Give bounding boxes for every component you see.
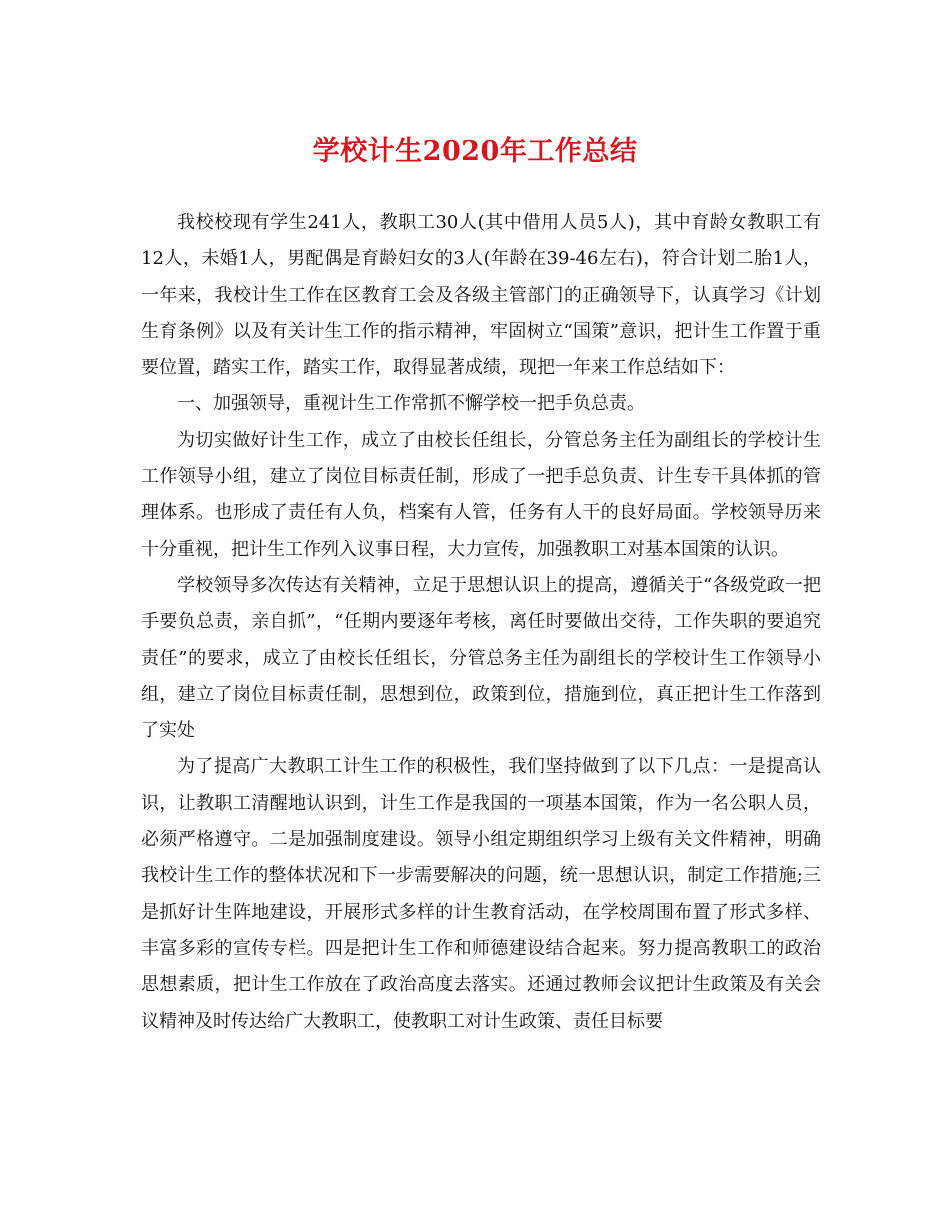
document-body (141, 205, 821, 1040)
paragraph-intro: 我校校现有学生241人，教职工30人(其中借用人员5人)，其中育龄女教职工有12人，未婚1人，男配偶是育龄妇女的3人(年龄在39-46左右)，符合计划二胎1人，一年来，我校计生工作在区教育工会及各级主管部门的正确领导下，认真学习《计划生育条例》以及有关计生工作的指示精神，牢固树立“国策”意识，把计生工作置于重要位置，踏实工作，踏实工作，取得显著成绩，现把一年来工作总结如下： (141, 212, 821, 379)
paragraph-measures: 为了提高广大教职工计生工作的积极性，我们坚持做到了以下几点：一是提高认识，让教职工清醒地认识到，计生工作是我国的一项基本国策，作为一名公职人员，必须严格遵守。二是加强制度建设。领导小组定期组织学习上级有关文件精神，明确我校计生工作的整体状况和下一步需要解决的问题，统一思想认识，制定工作措施;三是抓好计生阵地建设，开展形式多样的计生教育活动，在学校周围布置了形式多样、丰富多彩的宣传专栏。四是把计生工作和师德建设结合起来。努力提高教职工的政治思想素质，把计生工作放在了政治高度去落实。还通过教师会议把计生政策及有关会议精神及时传达给广大教职工，使教职工对计生政策、责任目标要 (141, 756, 821, 1032)
paragraph-section-heading: 一、加强领导，重视计生工作常抓不懈学校一把手负总责。 (177, 393, 645, 415)
document-title: 学校计生2020年工作总结 (312, 136, 638, 167)
paragraph-leadership: 为切实做好计生工作，成立了由校长任组长，分管总务主任为副组长的学校计生工作领导小组，建立了岗位目标责任制，形成了一把手总负责、计生专干具体抓的管理体系。也形成了责任有人负，档案有人管，任务有人干的良好局面。学校领导历来十分重视，把计生工作列入议事日程，大力宣传，加强教职工对基本国策的认识。 (141, 429, 821, 560)
paragraph-responsibility: 学校领导多次传达有关精神，立足于思想认识上的提高，遵循关于“各级党政一把手要负总责，亲自抓”，“任期内要逐年考核，离任时要做出交待，工作失职的要追究责任”的要求，成立了由校长任组长，分管总务主任为副组长的学校计生工作领导小组，建立了岗位目标责任制，思想到位，政策到位，措施到位，真正把计生工作落到了实处 (141, 574, 821, 742)
